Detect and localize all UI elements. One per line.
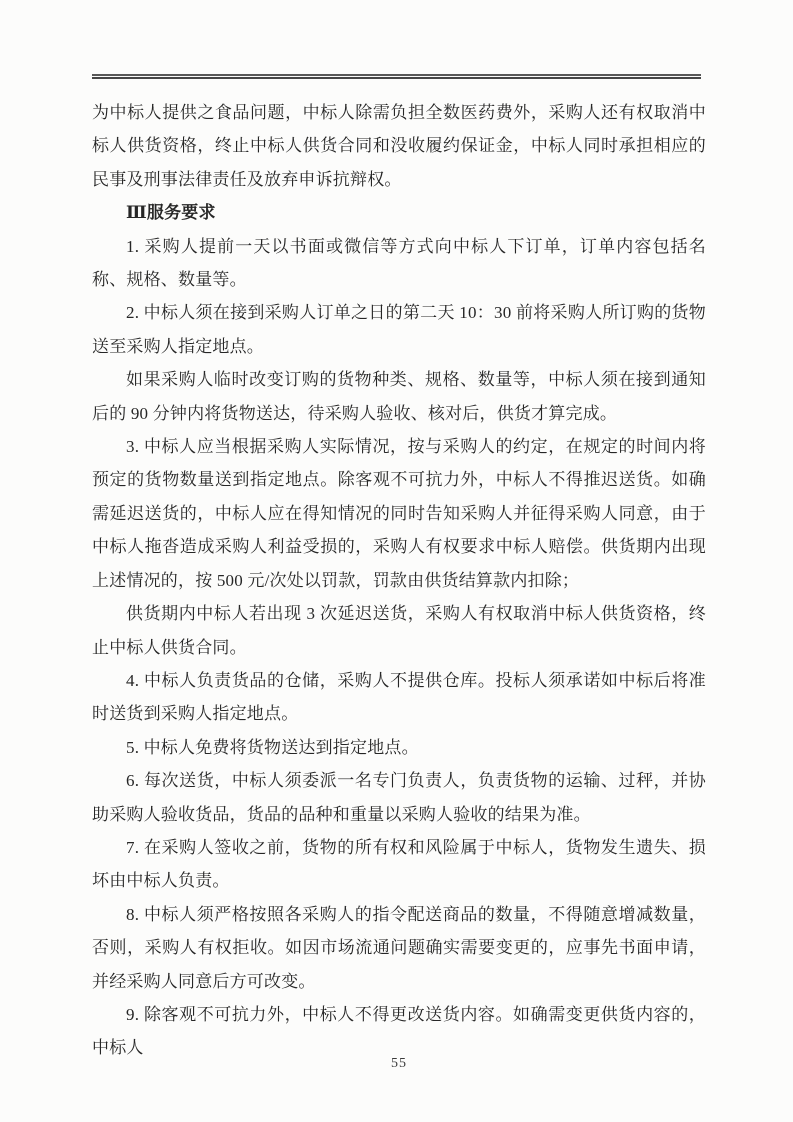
paragraph: 4. 中标人负责货品的仓储，采购人不提供仓库。投标人须承诺如中标后将准时送货到采购人指定地点。 xyxy=(92,670,706,724)
document-body xyxy=(92,96,706,1065)
header-rule-divider xyxy=(92,74,701,79)
paragraph: 2. 中标人须在接到采购人订单之日的第二天 10：30 前将采购人所订购的货物送至采购人指定地点。 xyxy=(92,303,706,356)
paragraph: 为中标人提供之食品问题，中标人除需负担全数医药费外，采购人还有权取消中标人供货资格，终止中标人供货合同和没收履约保证金，中标人同时承担相应的民事及刑事法律责任及放弃申诉抗辩权。 xyxy=(92,103,706,189)
page-number: 55 xyxy=(391,1056,407,1071)
paragraph: 如果采购人临时改变订购的货物种类、规格、数量等，中标人须在接到通知后的 90 分钟内将货物送达，待采购人验收、核对后，供货才算完成。 xyxy=(92,370,706,423)
paragraph: 8. 中标人须严格按照各采购人的指令配送商品的数量，不得随意增减数量，否则，采购人有权拒收。如因市场流通问题确实需要变更的，应事先书面申请，并经采购人同意后方可改变。 xyxy=(92,904,706,991)
paragraph: 6. 每次送货，中标人须委派一名专门负责人，负责货物的运输、过秤，并协助采购人验收货品，货品的品种和重量以采购人验收的结果为准。 xyxy=(92,771,706,824)
paragraph: 5. 中标人免费将货物送达到指定地点。 xyxy=(126,737,419,757)
paragraph: 3. 中标人应当根据采购人实际情况，按与采购人的约定，在规定的时间内将预定的货物数量送到指定地点。除客观不可抗力外，中标人不得推迟送货。如确需延迟送货的，中标人应在得知情况的同时告知采购人并征得采购人同意，由于中标人拖沓造成采购人利益受损的，采购人有权要求中标人赔偿。供货期内出现上述情况的，按 500 元/次处以罚款，罚款由供货结算款内扣除； xyxy=(92,437,706,590)
section-heading: Ⅲ服务要求 xyxy=(126,203,216,223)
paragraph: 9. 除客观不可抗力外，中标人不得更改送货内容。如确需变更供货内容的，中标人 xyxy=(92,1004,706,1058)
paragraph: 供货期内中标人若出现 3 次延迟送货，采购人有权取消中标人供货资格，终止中标人供货合同。 xyxy=(92,604,706,657)
paragraph: 7. 在采购人签收之前，货物的所有权和风险属于中标人，货物发生遗失、损坏由中标人负责。 xyxy=(92,837,706,891)
paragraph: 1. 采购人提前一天以书面或微信等方式向中标人下订单，订单内容包括名称、规格、数量等。 xyxy=(92,236,706,290)
